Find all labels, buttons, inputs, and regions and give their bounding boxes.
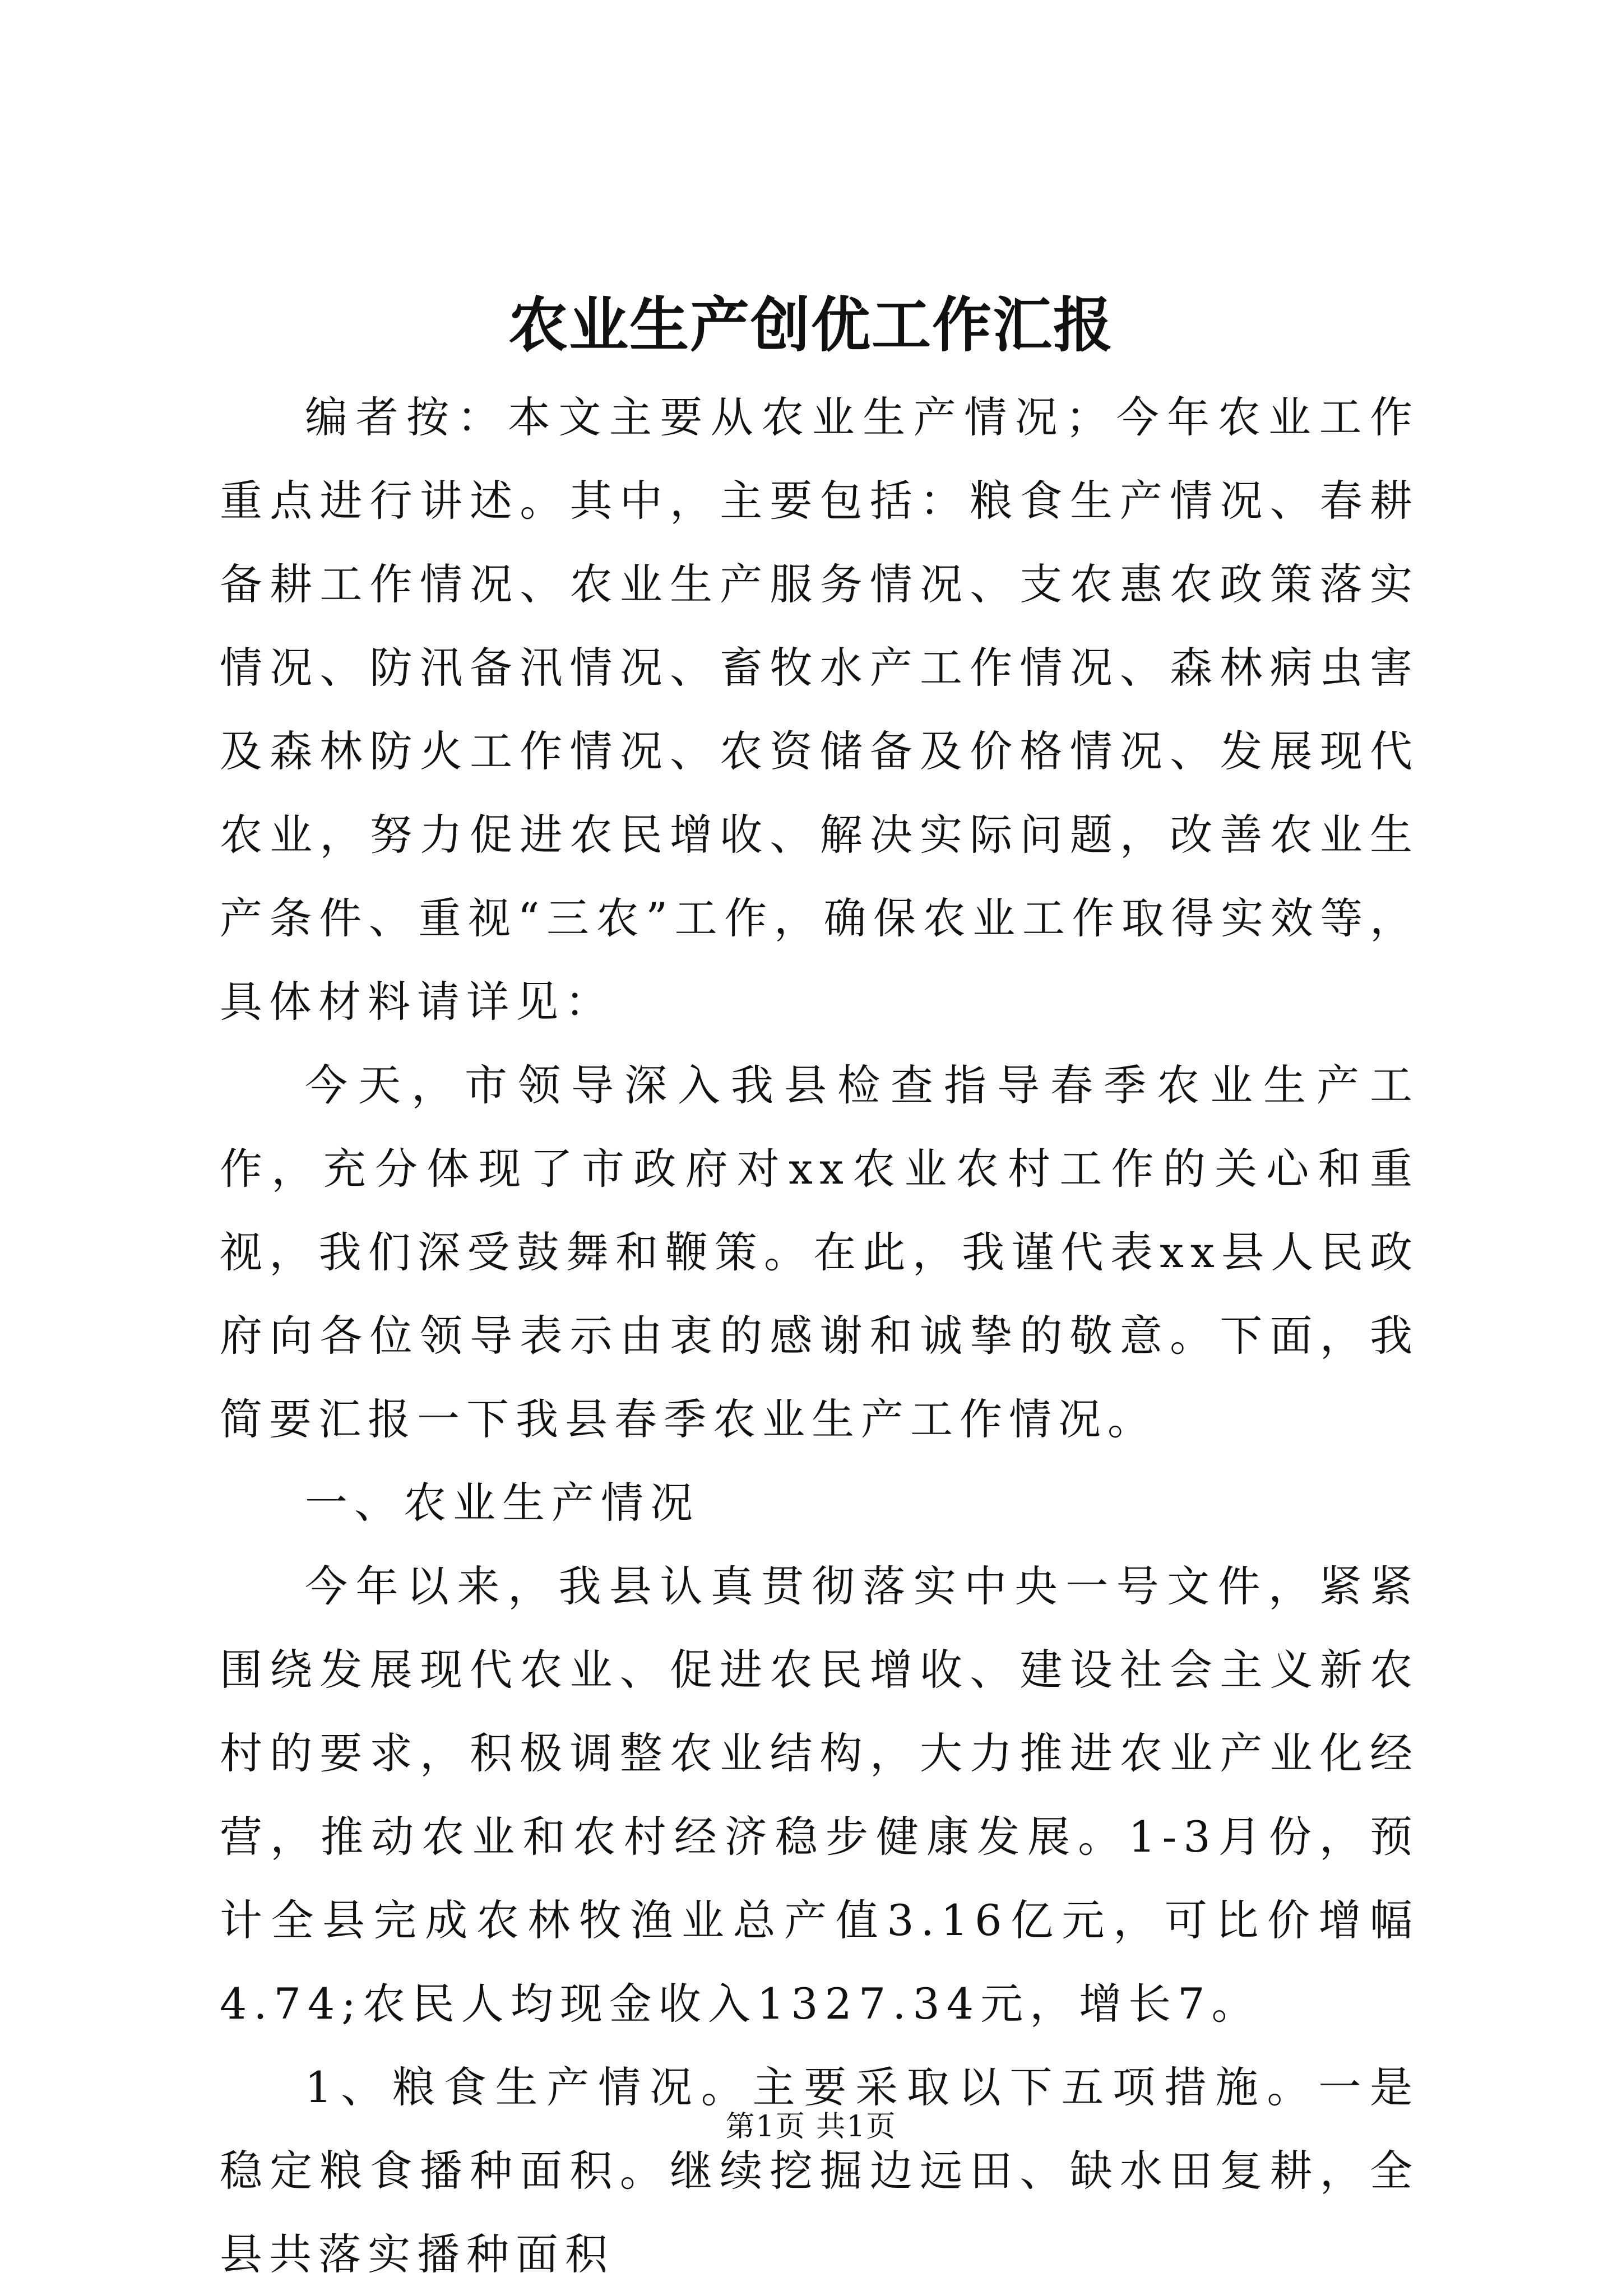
section-heading: 一、农业生产情况 — [305, 1478, 699, 1528]
document-title: 农业生产创优工作汇报 — [508, 290, 1114, 360]
paragraph-intro: 今天，市领导深入我县检查指导春季农业生产工作，充分体现了市政府对xx农业农村工作的关心和重视，我们深受鼓舞和鞭策。在此，我谨代表xx县人民政府向各位领导表示由衷的感谢和诚挚的敬意。下面，我简要汇报一下我县春季农业生产工作情况。 — [220, 1060, 1419, 1444]
paragraph-editor-note: 编者按：本文主要从农业生产情况；今年农业工作重点进行讲述。其中，主要包括：粮食生产情况、春耕备耕工作情况、农业生产服务情况、支农惠农政策落实情况、防汛备汛情况、畜牧水产工作情况、森林病虫害及森林防火工作情况、农资储备及价格情况、发展现代农业，努力促进农民增收、解决实际问题，改善农业生产条件、重视“三农”工作，确保农业工作取得实效等，具体材料请详见： — [220, 392, 1419, 1027]
paragraph-overview: 今年以来，我县认真贯彻落实中央一号文件，紧紧围绕发展现代农业、促进农民增收、建设社会主义新农村的要求，积极调整农业结构，大力推进农业产业化经营，推动农业和农村经济稳步健康发展。1-3月份，预计全县完成农林牧渔业总产值3.16亿元，可比价增幅4.74;农民人均现金收入1327.34元，增长7。 — [220, 1561, 1419, 2029]
page-footer: 第1页 共1页 — [725, 2110, 897, 2144]
document-body — [220, 375, 1419, 2296]
paragraph-grain-production: 1、粮食生产情况。主要采取以下五项措施。一是稳定粮食播种面积。继续挖掘边远田、缺水田复耕，全县共落实播种面积 — [220, 2062, 1419, 2279]
